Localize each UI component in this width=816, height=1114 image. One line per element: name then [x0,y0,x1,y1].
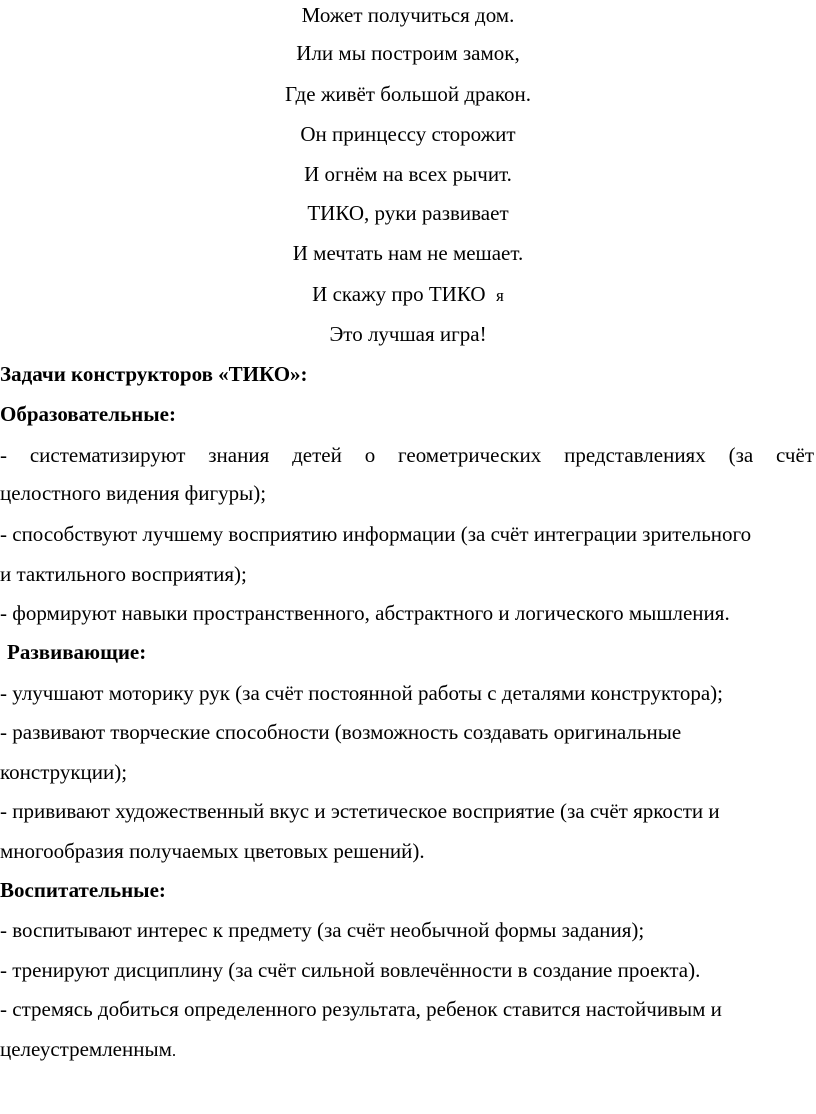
educational-heading: Образовательные: [0,402,176,426]
developing-line: многообразия получаемых цветовых решений). [0,839,425,863]
educational-line: - формируют навыки пространственного, абстрактного и логического мышления. [0,601,730,625]
educational-line: и тактильного восприятия); [0,562,247,586]
developing-line: - прививают художественный вкус и эстетическое восприятие (за счёт яркости и [0,799,720,823]
tasks-heading: Задачи конструкторов «ТИКО»: [0,362,308,386]
educational-line: - систематизируют знания детей о геометрических представлениях (за счёт [0,443,814,467]
upbringing-line: - стремясь добиться определенного результата, ребенок ставится настойчивым и [0,997,722,1021]
upbringing-heading: Воспитательные: [0,878,166,902]
poem-line: Где живёт большой дракон. [285,82,531,106]
upbringing-line-period: . [171,1041,177,1060]
poem-line-tiko [0,282,816,308]
educational-line: целостного видения фигуры); [0,481,267,505]
poem-line: Он принцессу сторожит [300,122,516,146]
poem-line-text: И скажу про ТИКО [312,282,486,306]
poem-line: ТИКО, руки развивает [307,201,509,225]
developing-line: конструкции); [0,760,128,784]
upbringing-line-text: целеустремленным [0,1037,172,1061]
poem-line: Это лучшая игра! [329,322,487,346]
developing-line: - улучшают моторику рук (за счёт постоянной работы с деталями конструктора); [0,681,723,705]
educational-line: - способствуют лучшему восприятию информации (за счёт интеграции зрительного [0,522,752,546]
poem-line: Или мы построим замок, [296,41,520,65]
poem-line-tail: я [496,286,504,305]
upbringing-line: - воспитывают интерес к предмету (за счёт необычной формы задания); [0,918,645,942]
poem-line: И мечтать нам не мешает. [292,241,524,265]
developing-line: - развивают творческие способности (возможность создавать оригинальные [0,720,682,744]
poem-line: И огнём на всех рычит. [304,162,512,186]
upbringing-line-last [0,1037,814,1063]
poem-line: Может получиться дом. [301,3,515,27]
developing-heading: Развивающие: [7,640,147,664]
upbringing-line: - тренируют дисциплину (за счёт сильной вовлечённости в создание проекта). [0,958,701,982]
